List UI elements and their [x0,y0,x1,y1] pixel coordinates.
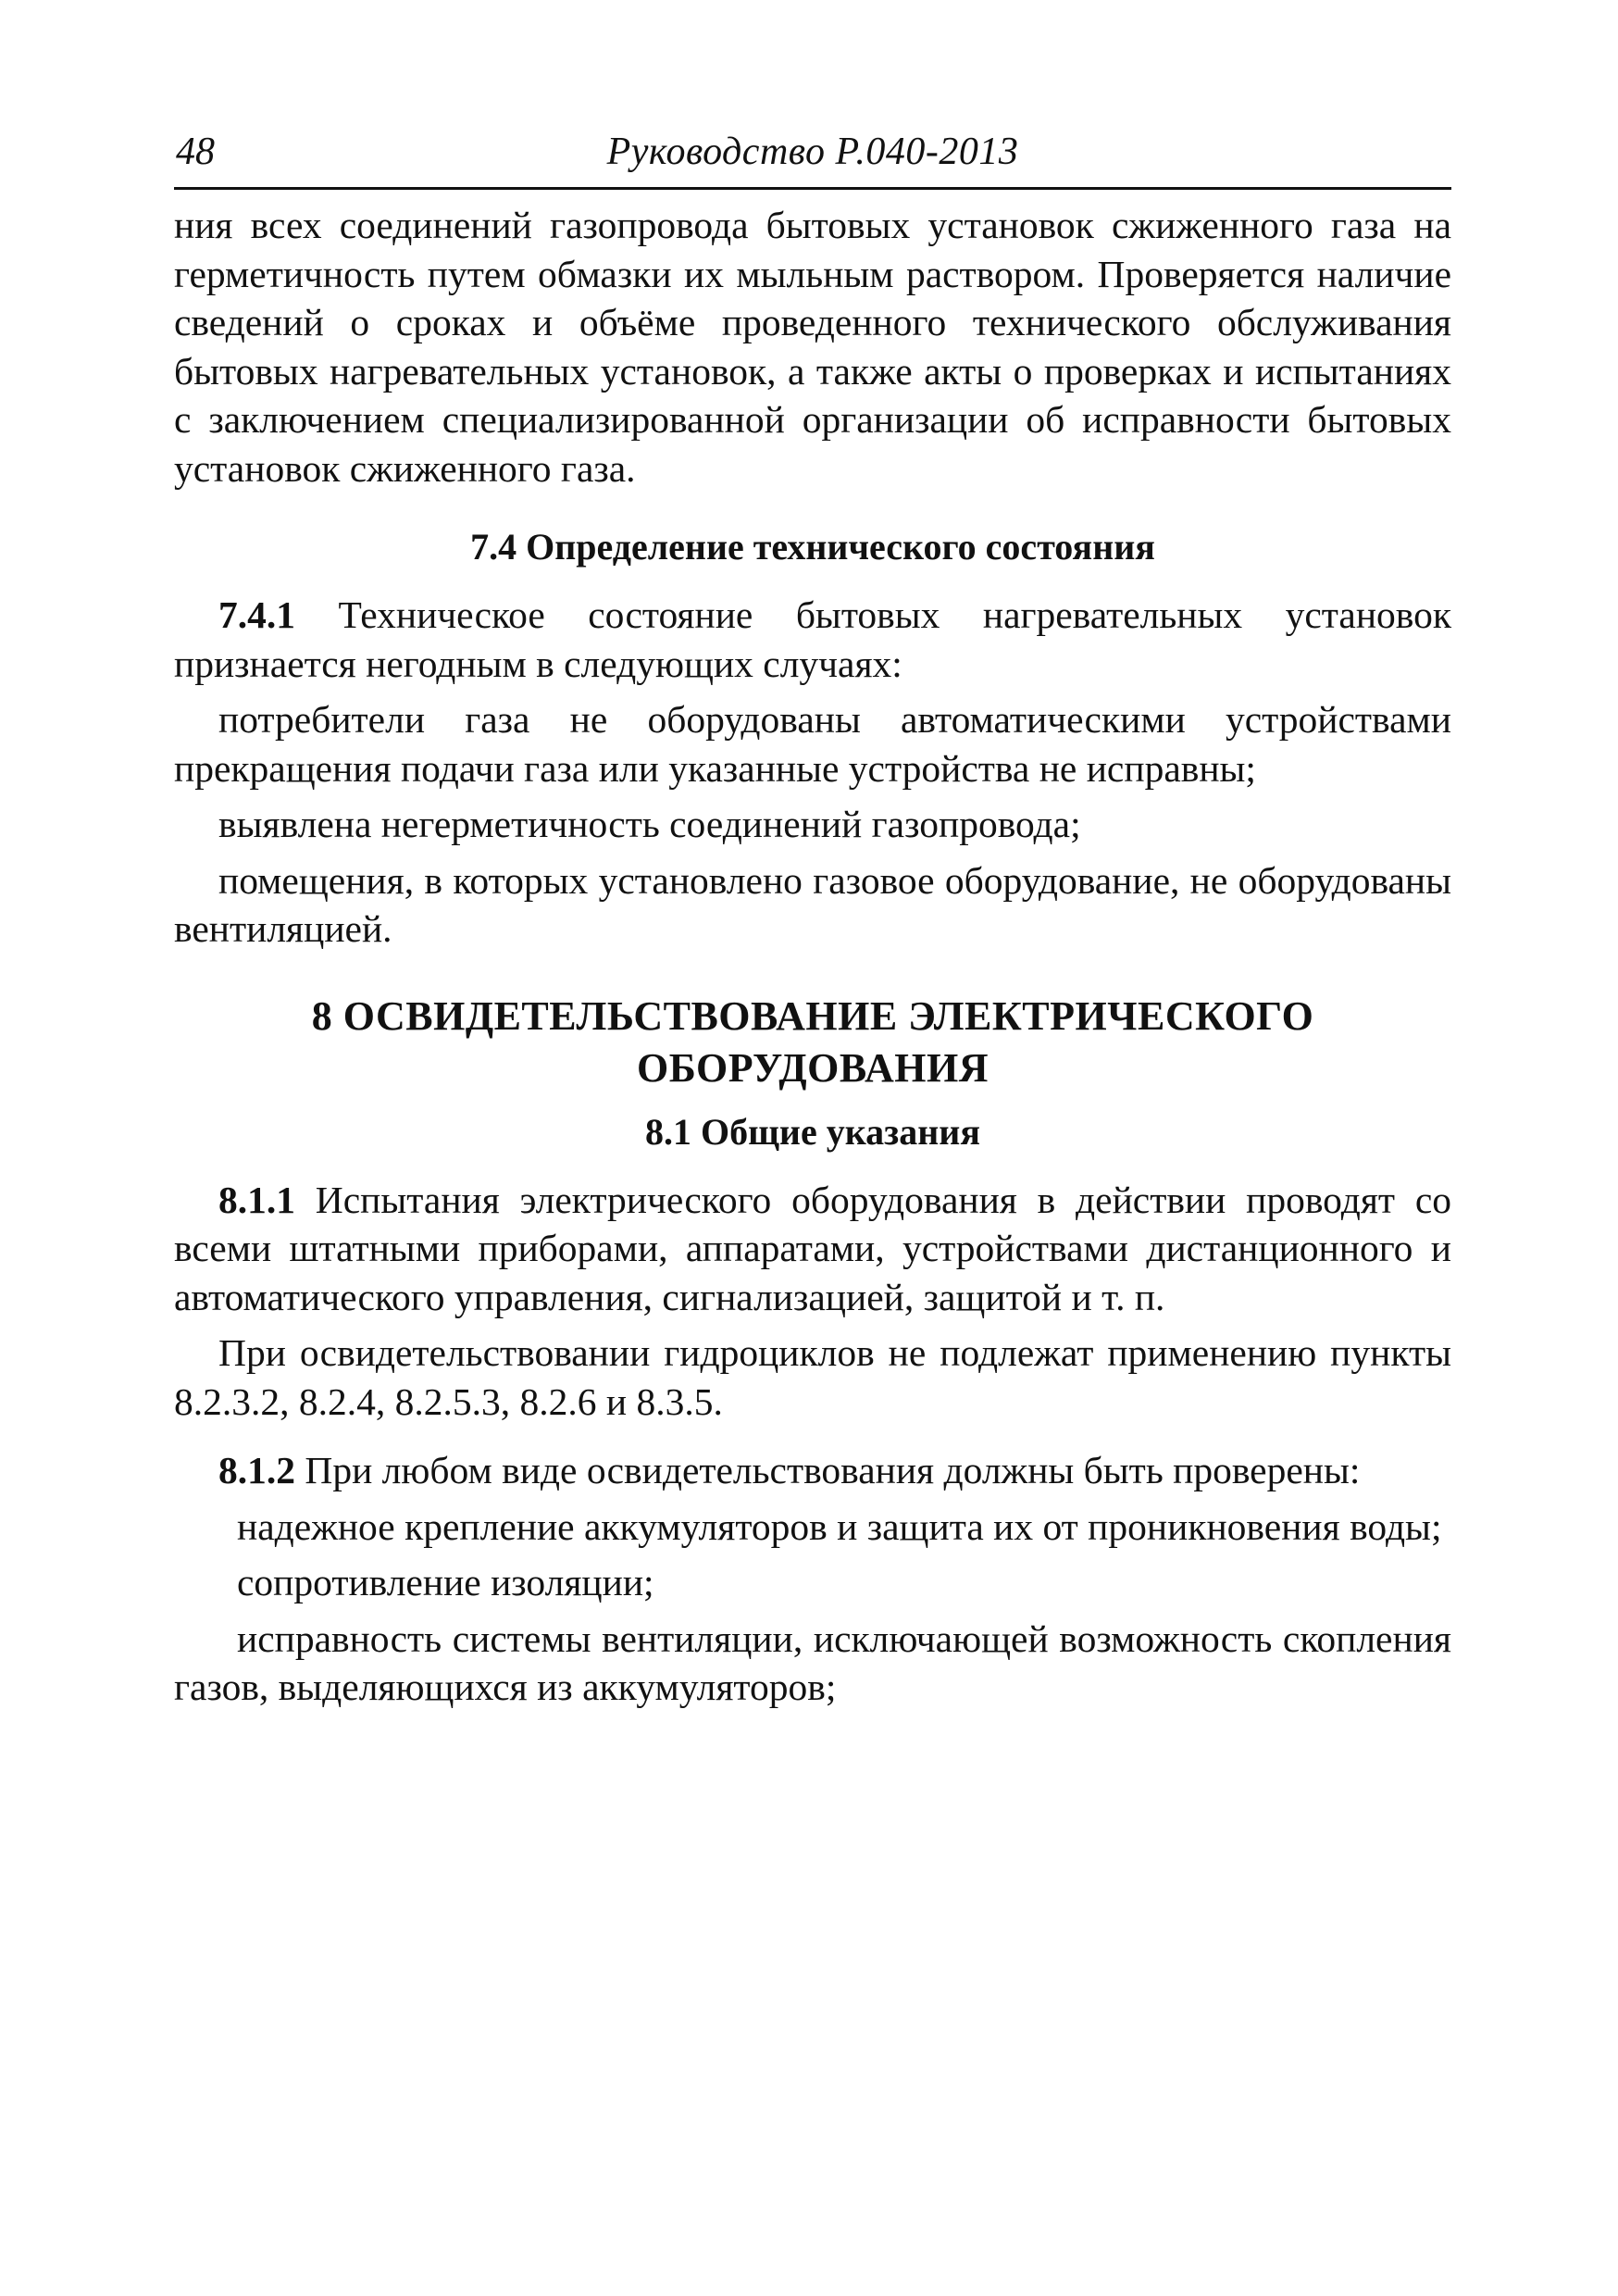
section-8-1-heading: 8.1 Общие указания [645,1110,980,1153]
clause-number: 8.1.2 [218,1449,295,1491]
clause-number: 7.4.1 [218,593,295,636]
list-item: потребители газа не оборудованы автоматическими устройствами прекращения подачи газа или указанные устройства не исправны; [174,698,1451,790]
clause-text: Испытания электрического оборудования в действии проводят со всеми штатными приборами, аппаратами, устройствами дистанционного и автоматического управления, сигнализацией, защитой и т. п. [174,1178,1451,1318]
page-header [174,130,1451,190]
clause-text: Техническое состояние бытовых нагревательных установок признается негодным в следующих случаях: [174,593,1451,685]
section-8-heading-line2: ОБОРУДОВАНИЯ [637,1044,989,1091]
running-title: Руководство Р.040-2013 [606,131,1019,173]
intro-paragraph: ния всех соединений газопровода бытовых установок сжиженного газа на герметичность путем обмазки их мыльным раствором. Проверяется наличие сведений о сроках и объёме проведенного технического обслуживания бытовых нагревательных установок, а также акты о проверках и испытаниях с заключением специализированной организации об исправности бытовых установок сжиженного газа. [174,204,1451,490]
list-item: сопротивление изоляции; [237,1561,654,1603]
paragraph-8-1-2 [174,1446,1451,1495]
list-item: выявлена негерметичность соединений газопровода; [218,803,1081,845]
page-number: 48 [176,131,215,173]
paragraph-8-1-1-note: При освидетельствовании гидроциклов не подлежат применению пункты 8.2.3.2, 8.2.4, 8.2.5.3, 8.2.6 и 8.3.5. [174,1331,1451,1423]
section-8-heading [174,991,1451,1094]
clause-number: 8.1.1 [218,1178,295,1221]
list-item: исправность системы вентиляции, исключающей возможность скопления газов, выделяющихся из аккумуляторов; [174,1616,1451,1708]
clause-text: При любом виде освидетельствования должны быть проверены: [295,1449,1361,1491]
paragraph-8-1-1 [174,1176,1451,1322]
section-7-4-heading: 7.4 Определение технического состояния [470,526,1155,568]
list-item: помещения, в которых установлено газовое оборудование, не оборудованы вентиляцией. [174,858,1451,950]
list-item: надежное крепление аккумуляторов и защита их от проникновения воды; [237,1504,1442,1548]
document-page [174,130,1451,1719]
paragraph-7-4-1 [174,591,1451,688]
section-8-heading-line1: 8 ОСВИДЕТЕЛЬСТВОВАНИЕ ЭЛЕКТРИЧЕСКОГО [311,992,1314,1039]
spacer [174,1433,1451,1446]
